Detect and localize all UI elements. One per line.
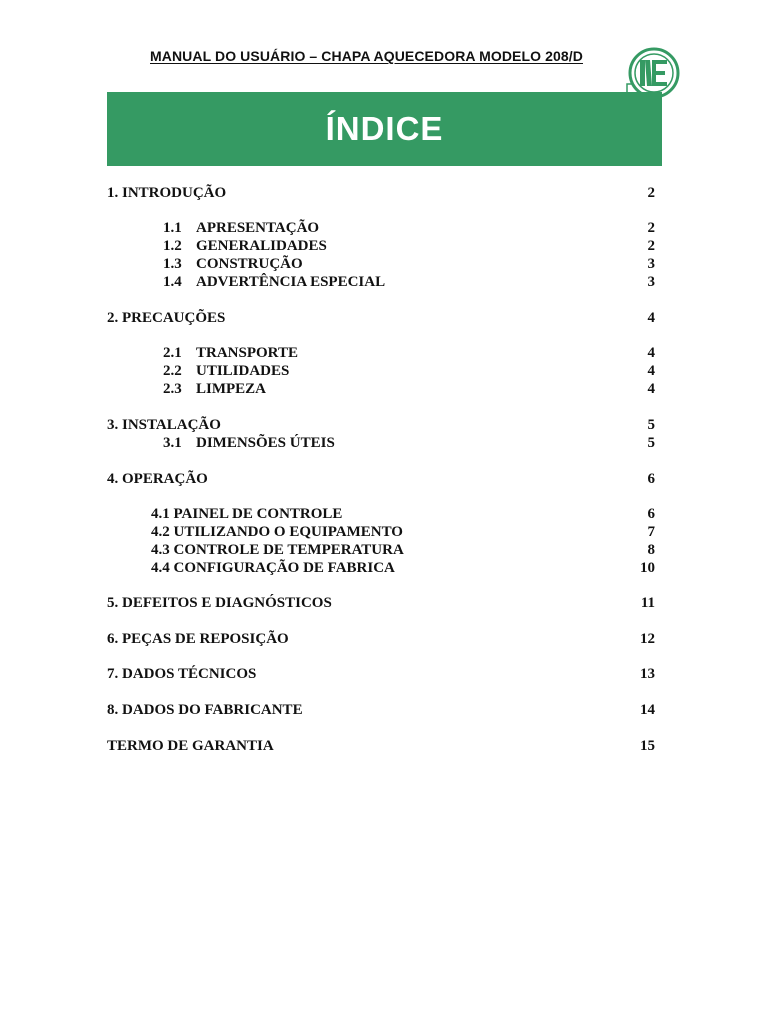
toc-subentry xyxy=(107,380,655,398)
toc-entry xyxy=(107,594,655,612)
toc-entry-page: 12 xyxy=(640,631,655,647)
toc-subentry-label: 4.4 CONFIGURAÇÃO DE FABRICA xyxy=(151,560,395,576)
toc-subentry-label: LIMPEZA xyxy=(196,381,267,397)
toc-subentry-page: 4 xyxy=(647,345,655,361)
toc-subentry xyxy=(107,273,655,291)
toc-subentry-label: 4.3 CONTROLE DE TEMPERATURA xyxy=(151,542,404,558)
toc-entry-label: 4. OPERAÇÃO xyxy=(107,471,208,487)
toc-subentry-label: APRESENTAÇÃO xyxy=(196,220,320,236)
toc-entry xyxy=(107,630,655,648)
toc-subentry-number: 1.4 xyxy=(163,274,182,290)
toc-entry xyxy=(107,416,655,434)
toc-entry-label: 6. PEÇAS DE REPOSIÇÃO xyxy=(107,631,289,647)
toc-subentry-number: 2.1 xyxy=(163,345,182,361)
toc-subentry xyxy=(107,541,655,559)
toc-entry-page: 2 xyxy=(647,185,655,201)
toc-entry-page: 13 xyxy=(640,666,655,682)
toc-entry-label: 7. DADOS TÉCNICOS xyxy=(107,666,257,682)
toc-subentry-label: GENERALIDADES xyxy=(196,238,327,254)
toc-entry-label: 8. DADOS DO FABRICANTE xyxy=(107,702,303,718)
toc-subentry xyxy=(107,523,655,541)
toc-entry xyxy=(107,470,655,488)
index-banner xyxy=(107,92,662,166)
toc-subentry-label: CONSTRUÇÃO xyxy=(196,256,303,272)
toc-subentry-page: 10 xyxy=(640,560,655,576)
toc-subentry-page: 4 xyxy=(647,363,655,379)
toc-subentry-page: 2 xyxy=(647,238,655,254)
toc-entry-label: 5. DEFEITOS E DIAGNÓSTICOS xyxy=(107,595,332,611)
toc-subentry-label: UTILIDADES xyxy=(196,363,290,379)
toc-entry xyxy=(107,701,655,719)
toc-subentry xyxy=(107,362,655,380)
toc-subentry-page: 3 xyxy=(647,274,655,290)
toc-subentry-label: TRANSPORTE xyxy=(196,345,298,361)
toc-entry-label: 2. PRECAUÇÕES xyxy=(107,310,226,326)
toc-subentry-page: 2 xyxy=(647,220,655,236)
toc-entry-page: 6 xyxy=(647,471,655,487)
toc-subentry xyxy=(107,219,655,237)
toc-subentry-number: 3.1 xyxy=(163,435,182,451)
toc-subentry-number: 1.2 xyxy=(163,238,182,254)
toc-entry-page: 11 xyxy=(640,595,655,611)
toc-subentry-label: DIMENSÕES ÚTEIS xyxy=(196,435,335,451)
toc-subentry xyxy=(107,255,655,273)
toc-subentry-label: 4.1 PAINEL DE CONTROLE xyxy=(151,506,343,522)
toc-entry-label: 1. INTRODUÇÃO xyxy=(107,185,227,201)
toc-subentry-number: 2.3 xyxy=(163,381,182,397)
toc-subentry-page: 7 xyxy=(647,524,655,540)
toc-entry xyxy=(107,665,655,683)
toc-subentry-page: 5 xyxy=(647,435,655,451)
toc-entry-page: 15 xyxy=(640,738,655,754)
toc-subentry-number: 1.1 xyxy=(163,220,182,236)
toc-subentry-page: 6 xyxy=(647,506,655,522)
toc-entry xyxy=(107,184,655,202)
toc-subentry xyxy=(107,344,655,362)
toc-subentry-page: 3 xyxy=(647,256,655,272)
toc-subentry xyxy=(107,237,655,255)
toc-entry xyxy=(107,737,655,755)
toc-entry xyxy=(107,309,655,327)
toc-entry-label: TERMO DE GARANTIA xyxy=(107,738,274,754)
toc-subentry-page: 8 xyxy=(647,542,655,558)
toc-subentry xyxy=(107,505,655,523)
toc-entry-page: 14 xyxy=(640,702,655,718)
toc-subentry-number: 2.2 xyxy=(163,363,182,379)
toc-entry-page: 5 xyxy=(647,417,655,433)
toc-subentry xyxy=(107,434,655,452)
document-header-title: MANUAL DO USUÁRIO – CHAPA AQUECEDORA MODELO 208/D xyxy=(150,48,583,64)
toc-subentry-number: 1.3 xyxy=(163,256,182,272)
toc-entry-page: 4 xyxy=(647,310,655,326)
toc-subentry xyxy=(107,559,655,577)
toc-subentry-label: 4.2 UTILIZANDO O EQUIPAMENTO xyxy=(151,524,403,540)
toc-subentry-label: ADVERTÊNCIA ESPECIAL xyxy=(196,274,386,290)
toc-entry-label: 3. INSTALAÇÃO xyxy=(107,417,221,433)
toc-subentry-page: 4 xyxy=(647,381,655,397)
index-title: ÍNDICE xyxy=(325,110,444,147)
